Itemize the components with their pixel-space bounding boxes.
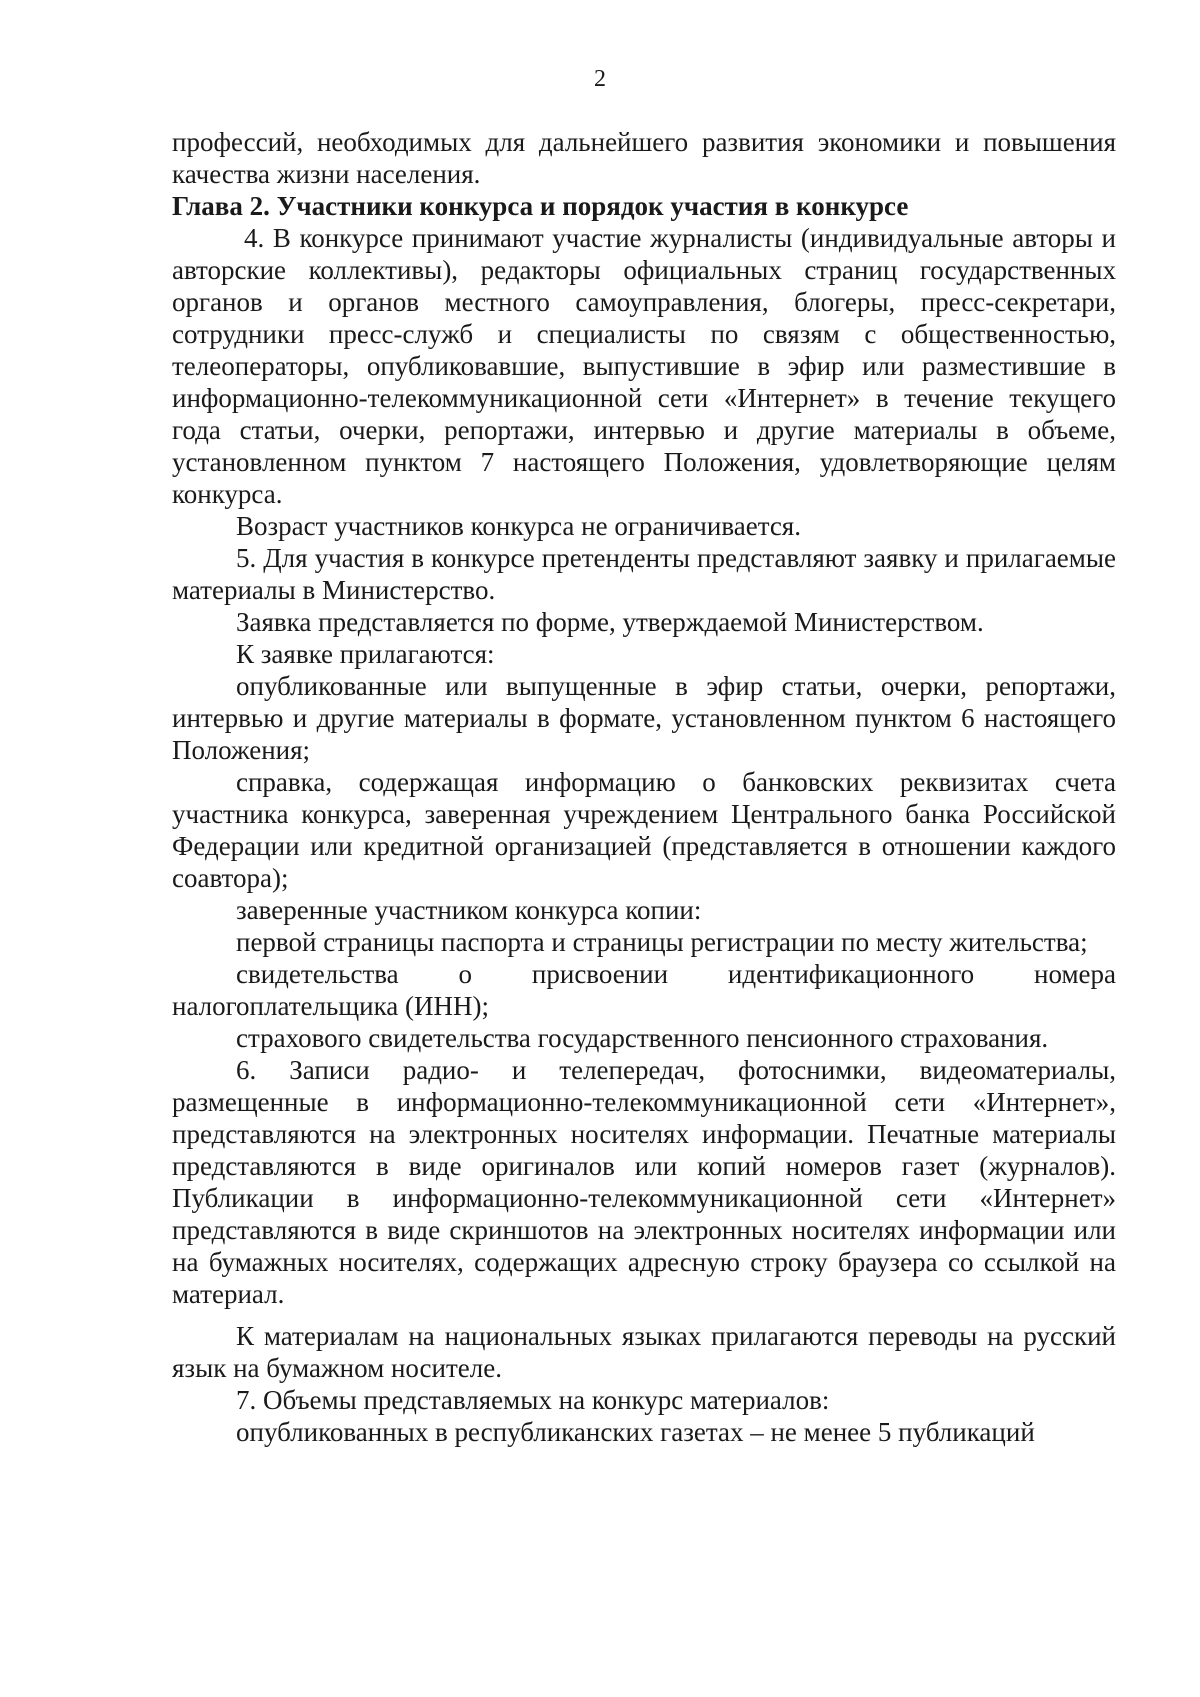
list-item: опубликованные или выпущенные в эфир статьи, очерки, репортажи, интервью и другие материалы в формате, установленном пунктом 6 настоящего Положения; bbox=[172, 671, 1116, 765]
paragraph-6: 6. Записи радио- и телепередач, фотоснимки, видеоматериалы, размещенные в информационно-телекоммуникационной сети «Интернет», представляются на электронных носителях информации. Печатные материалы представляются в виде оригиналов или копий номеров газет (журналов). Публикации в информационно-телекоммуникационной сети «Интернет» представляются в виде скриншотов на электронных носителях информации или на бумажных носителях, содержащих адресную строку браузера со ссылкой на материал. bbox=[172, 1055, 1116, 1309]
application-form-paragraph: Заявка представляется по форме, утверждаемой Министерством. bbox=[236, 607, 984, 637]
intro-paragraph: профессий, необходимых для дальнейшего развития экономики и повышения качества жизни населения. bbox=[172, 127, 1116, 189]
paragraph-7: 7. Объемы представляемых на конкурс материалов: bbox=[236, 1385, 830, 1415]
list-item: опубликованных в республиканских газетах – не менее 5 публикаций bbox=[236, 1417, 1035, 1447]
age-paragraph: Возраст участников конкурса не ограничивается. bbox=[236, 511, 801, 541]
paragraph-4: 4. В конкурсе принимают участие журналисты (индивидуальные авторы и авторские коллективы), редакторы официальных страниц государственных органов и органов местного самоуправления, блогеры, пресс-секретари, сотрудники пресс-служб и специалисты по связям с общественностью, телеоператоры, опубликовавшие, выпустившие в эфир или разместившие в информационно-телекоммуникационной сети «Интернет» в течение текущего года статьи, очерки, репортажи, интервью и другие материалы в объеме, установленном пунктом 7 настоящего Положения, удовлетворяющие целям конкурса. bbox=[172, 223, 1116, 509]
list-item: первой страницы паспорта и страницы регистрации по месту жительства; bbox=[236, 927, 1088, 957]
list-item: страхового свидетельства государственного пенсионного страхования. bbox=[236, 1023, 1049, 1053]
list-item: свидетельства о присвоении идентификационного номера налогоплательщика (ИНН); bbox=[172, 959, 1116, 1021]
translations-paragraph: К материалам на национальных языках прилагаются переводы на русский язык на бумажном носителе. bbox=[172, 1321, 1116, 1383]
chapter-heading: Глава 2. Участники конкурса и порядок участия в конкурсе bbox=[172, 191, 909, 221]
list-item: справка, содержащая информацию о банковских реквизитах счета участника конкурса, заверенная учреждением Центрального банка Российской Федерации или кредитной организацией (представляется в отношении каждого соавтора); bbox=[172, 767, 1116, 893]
page-number: 2 bbox=[594, 66, 606, 92]
document-body bbox=[172, 126, 1116, 1448]
list-item: заверенные участником конкурса копии: bbox=[236, 895, 702, 925]
attachments-intro: К заявке прилагаются: bbox=[236, 639, 495, 669]
paragraph-5: 5. Для участия в конкурсе претенденты представляют заявку и прилагаемые материалы в Министерство. bbox=[172, 543, 1116, 605]
